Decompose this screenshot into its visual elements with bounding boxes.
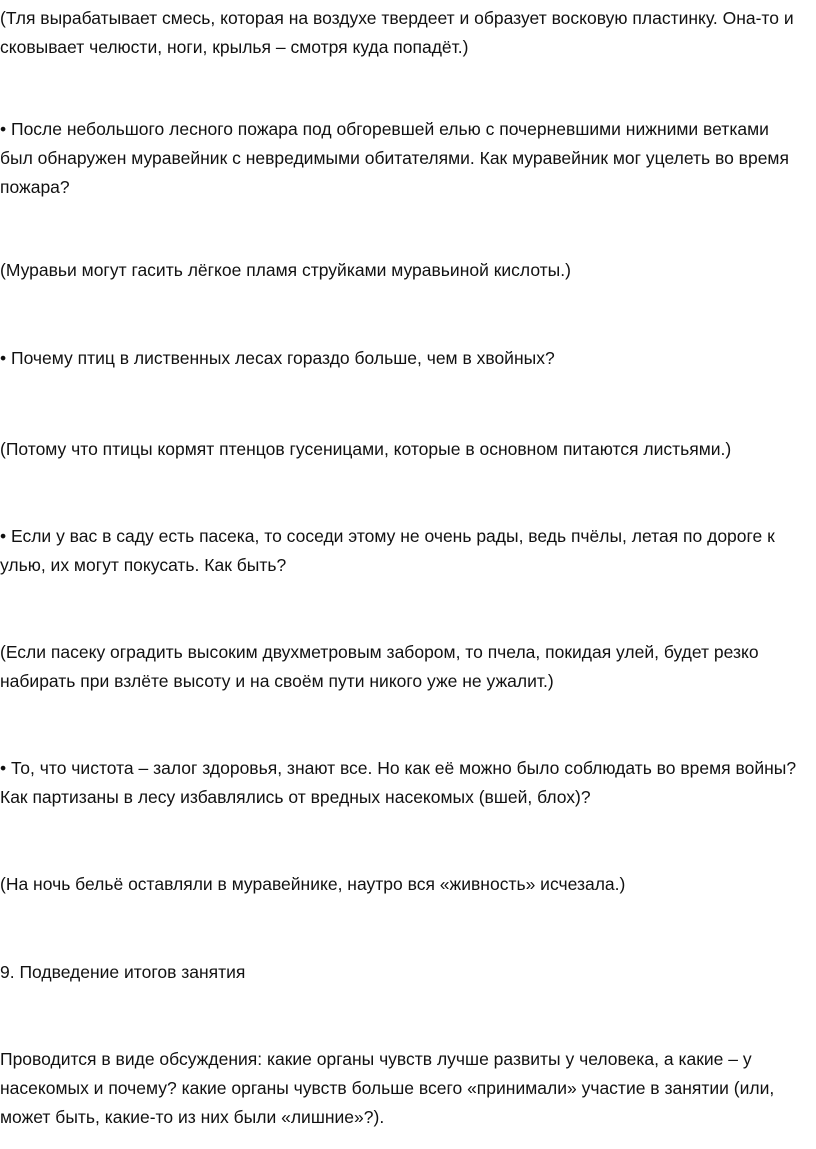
text-line: набирать при взлёте высоту и на своём пути никого уже не ужалит.): [0, 671, 554, 691]
text-line: пожара?: [0, 177, 70, 197]
text-line: улью, их могут покусать. Как быть?: [0, 555, 287, 575]
text-line: (Тля вырабатывает смесь, которая на воздухе твердеет и образует восковую пластинку. Она-то и: [0, 8, 794, 28]
text-line: • После небольшого лесного пожара под обгоревшей елью с почерневшими нижними ветками: [0, 119, 769, 139]
paragraph-answer-apiary: [0, 638, 808, 696]
paragraph-answer-anthill-fire: [0, 256, 808, 285]
text-line: (На ночь бельё оставляли в муравейнике, наутро вся «живность» исчезала.): [0, 874, 626, 894]
text-line: Проводится в виде обсуждения: какие органы чувств лучше развиты у человека, а какие – у: [0, 1049, 752, 1069]
paragraph-question-partisans: [0, 754, 808, 812]
text-line: может быть, какие-то из них были «лишние»?).: [0, 1107, 385, 1127]
text-line: насекомых и почему? какие органы чувств больше всего «принимали» участие в занятии (или,: [0, 1078, 775, 1098]
text-line: Как партизаны в лесу избавлялись от вредных насекомых (вшей, блох)?: [0, 787, 591, 807]
paragraph-aphid-answer: [0, 4, 808, 62]
paragraph-summary: [0, 1045, 808, 1132]
text-line: сковывает челюсти, ноги, крылья – смотря куда попадёт.): [0, 37, 469, 57]
text-line: • Почему птиц в лиственных лесах гораздо больше, чем в хвойных?: [0, 348, 555, 368]
paragraph-question-birds: [0, 344, 808, 373]
text-line: • Если у вас в саду есть пасека, то соседи этому не очень рады, ведь пчёлы, летая по дороге к: [0, 526, 775, 546]
text-line: (Муравьи могут гасить лёгкое пламя струйками муравьиной кислоты.): [0, 260, 571, 280]
section-heading-summary: [0, 958, 808, 987]
paragraph-answer-partisans: [0, 870, 808, 899]
text-line: • То, что чистота – залог здоровья, знают все. Но как её можно было соблюдать во время войны?: [0, 758, 797, 778]
text-line: (Потому что птицы кормят птенцов гусеницами, которые в основном питаются листьями.): [0, 439, 732, 459]
paragraph-question-anthill-fire: [0, 115, 808, 202]
paragraph-question-apiary: [0, 522, 808, 580]
text-line: (Если пасеку оградить высоким двухметровым забором, то пчела, покидая улей, будет резко: [0, 642, 759, 662]
text-line: 9. Подведение итогов занятия: [0, 962, 246, 982]
text-line: был обнаружен муравейник с невредимыми обитателями. Как муравейник мог уцелеть во время: [0, 148, 789, 168]
paragraph-answer-birds: [0, 435, 808, 464]
